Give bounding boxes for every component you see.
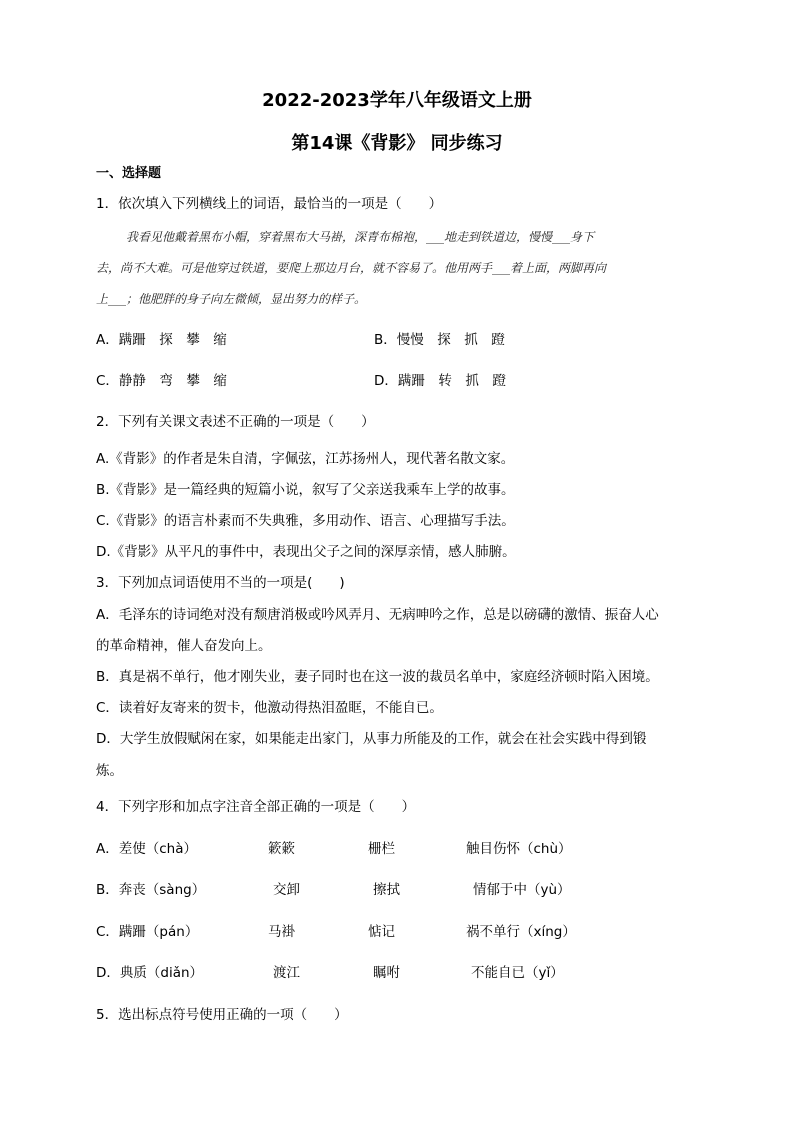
option-a-label: A．差使（chà） — [96, 841, 197, 857]
option-c-word: 马褂 — [268, 924, 295, 940]
option-c-word: 祸不单行（xíng） — [466, 924, 576, 940]
option-a-word: 簌簌 — [268, 841, 295, 857]
option-d-continued: 炼。 — [96, 763, 123, 779]
option-a-word: 触目伤怀（chù） — [466, 841, 572, 857]
option-c[interactable]: C．静静 弯 攀 缩 — [96, 373, 227, 389]
question-2-stem: 2．下列有关课文表述不正确的一项是（ ） — [96, 414, 375, 430]
option-d-label: D．典质（diǎn） — [96, 965, 204, 981]
option-a[interactable]: A.《背影》的作者是朱自清，字佩弦，江苏扬州人，现代著名散文家。 — [96, 451, 515, 467]
question-5-stem: 5．选出标点符号使用正确的一项（ ） — [96, 1007, 348, 1023]
option-b[interactable]: B．真是祸不单行，他才刚失业，妻子同时也在这一波的裁员名单中，家庭经济顿时陷入困境。 — [96, 669, 659, 685]
option-d[interactable]: D．蹒跚 转 抓 蹬 — [374, 373, 506, 389]
option-a[interactable]: A．蹒跚 探 攀 缩 — [96, 332, 227, 348]
passage-line: 我看见他戴着黑布小帽，穿着黑布大马褂，深青布棉袍，___地走到铁道边，慢慢___身下 — [126, 230, 595, 244]
option-a[interactable]: A．毛泽东的诗词绝对没有颓唐消极或吟风弄月、无病呻吟之作，总是以磅礴的激情、振奋人心 — [96, 607, 659, 623]
option-c[interactable]: C．读着好友寄来的贺卡，他激动得热泪盈眶，不能自已。 — [96, 700, 443, 716]
passage-line: 去，尚不大难。可是他穿过铁道，要爬上那边月台，就不容易了。他用两手___着上面，两脚再向 — [96, 261, 607, 275]
option-d-word: 瞩咐 — [373, 965, 400, 981]
option-c-word: 惦记 — [368, 924, 395, 940]
question-3-stem: 3．下列加点词语使用不当的一项是( ) — [96, 575, 345, 591]
option-a-continued: 的革命精神，催人奋发向上。 — [96, 638, 272, 654]
option-c[interactable]: C.《背影》的语言朴素而不失典雅，多用动作、语言、心理描写手法。 — [96, 513, 515, 529]
page-subtitle: 第14课《背影》 同步练习 — [291, 133, 503, 154]
option-b-word: 擦拭 — [373, 882, 400, 898]
option-d-word: 渡江 — [273, 965, 300, 981]
option-b-label: B．奔丧（sàng） — [96, 882, 206, 898]
option-b[interactable]: B．慢慢 探 抓 蹬 — [374, 332, 505, 348]
option-b-word: 情郁于中（yù） — [473, 882, 571, 898]
question-1-stem: 1．依次填入下列横线上的词语，最恰当的一项是（ ） — [96, 196, 443, 212]
option-d-word: 不能自已（yǐ） — [471, 965, 564, 981]
option-b-word: 交卸 — [273, 882, 300, 898]
option-a-word: 栅栏 — [368, 841, 395, 857]
question-4-stem: 4．下列字形和加点字注音全部正确的一项是（ ） — [96, 799, 416, 815]
page-title: 2022-2023学年八年级语文上册 — [262, 90, 532, 111]
option-c-label: C．蹒跚（pán） — [96, 924, 199, 940]
option-b[interactable]: B.《背影》是一篇经典的短篇小说，叙写了父亲送我乘车上学的故事。 — [96, 482, 515, 498]
option-d[interactable]: D．大学生放假赋闲在家，如果能走出家门，从事力所能及的工作，就会在社会实践中得到锻 — [96, 731, 647, 747]
option-d[interactable]: D.《背影》从平凡的事件中，表现出父子之间的深厚亲情，感人肺腑。 — [96, 544, 516, 560]
section-heading: 一、选择题 — [96, 166, 162, 181]
passage-line: 上___；他肥胖的身子向左微倾，显出努力的样子。 — [96, 292, 367, 306]
